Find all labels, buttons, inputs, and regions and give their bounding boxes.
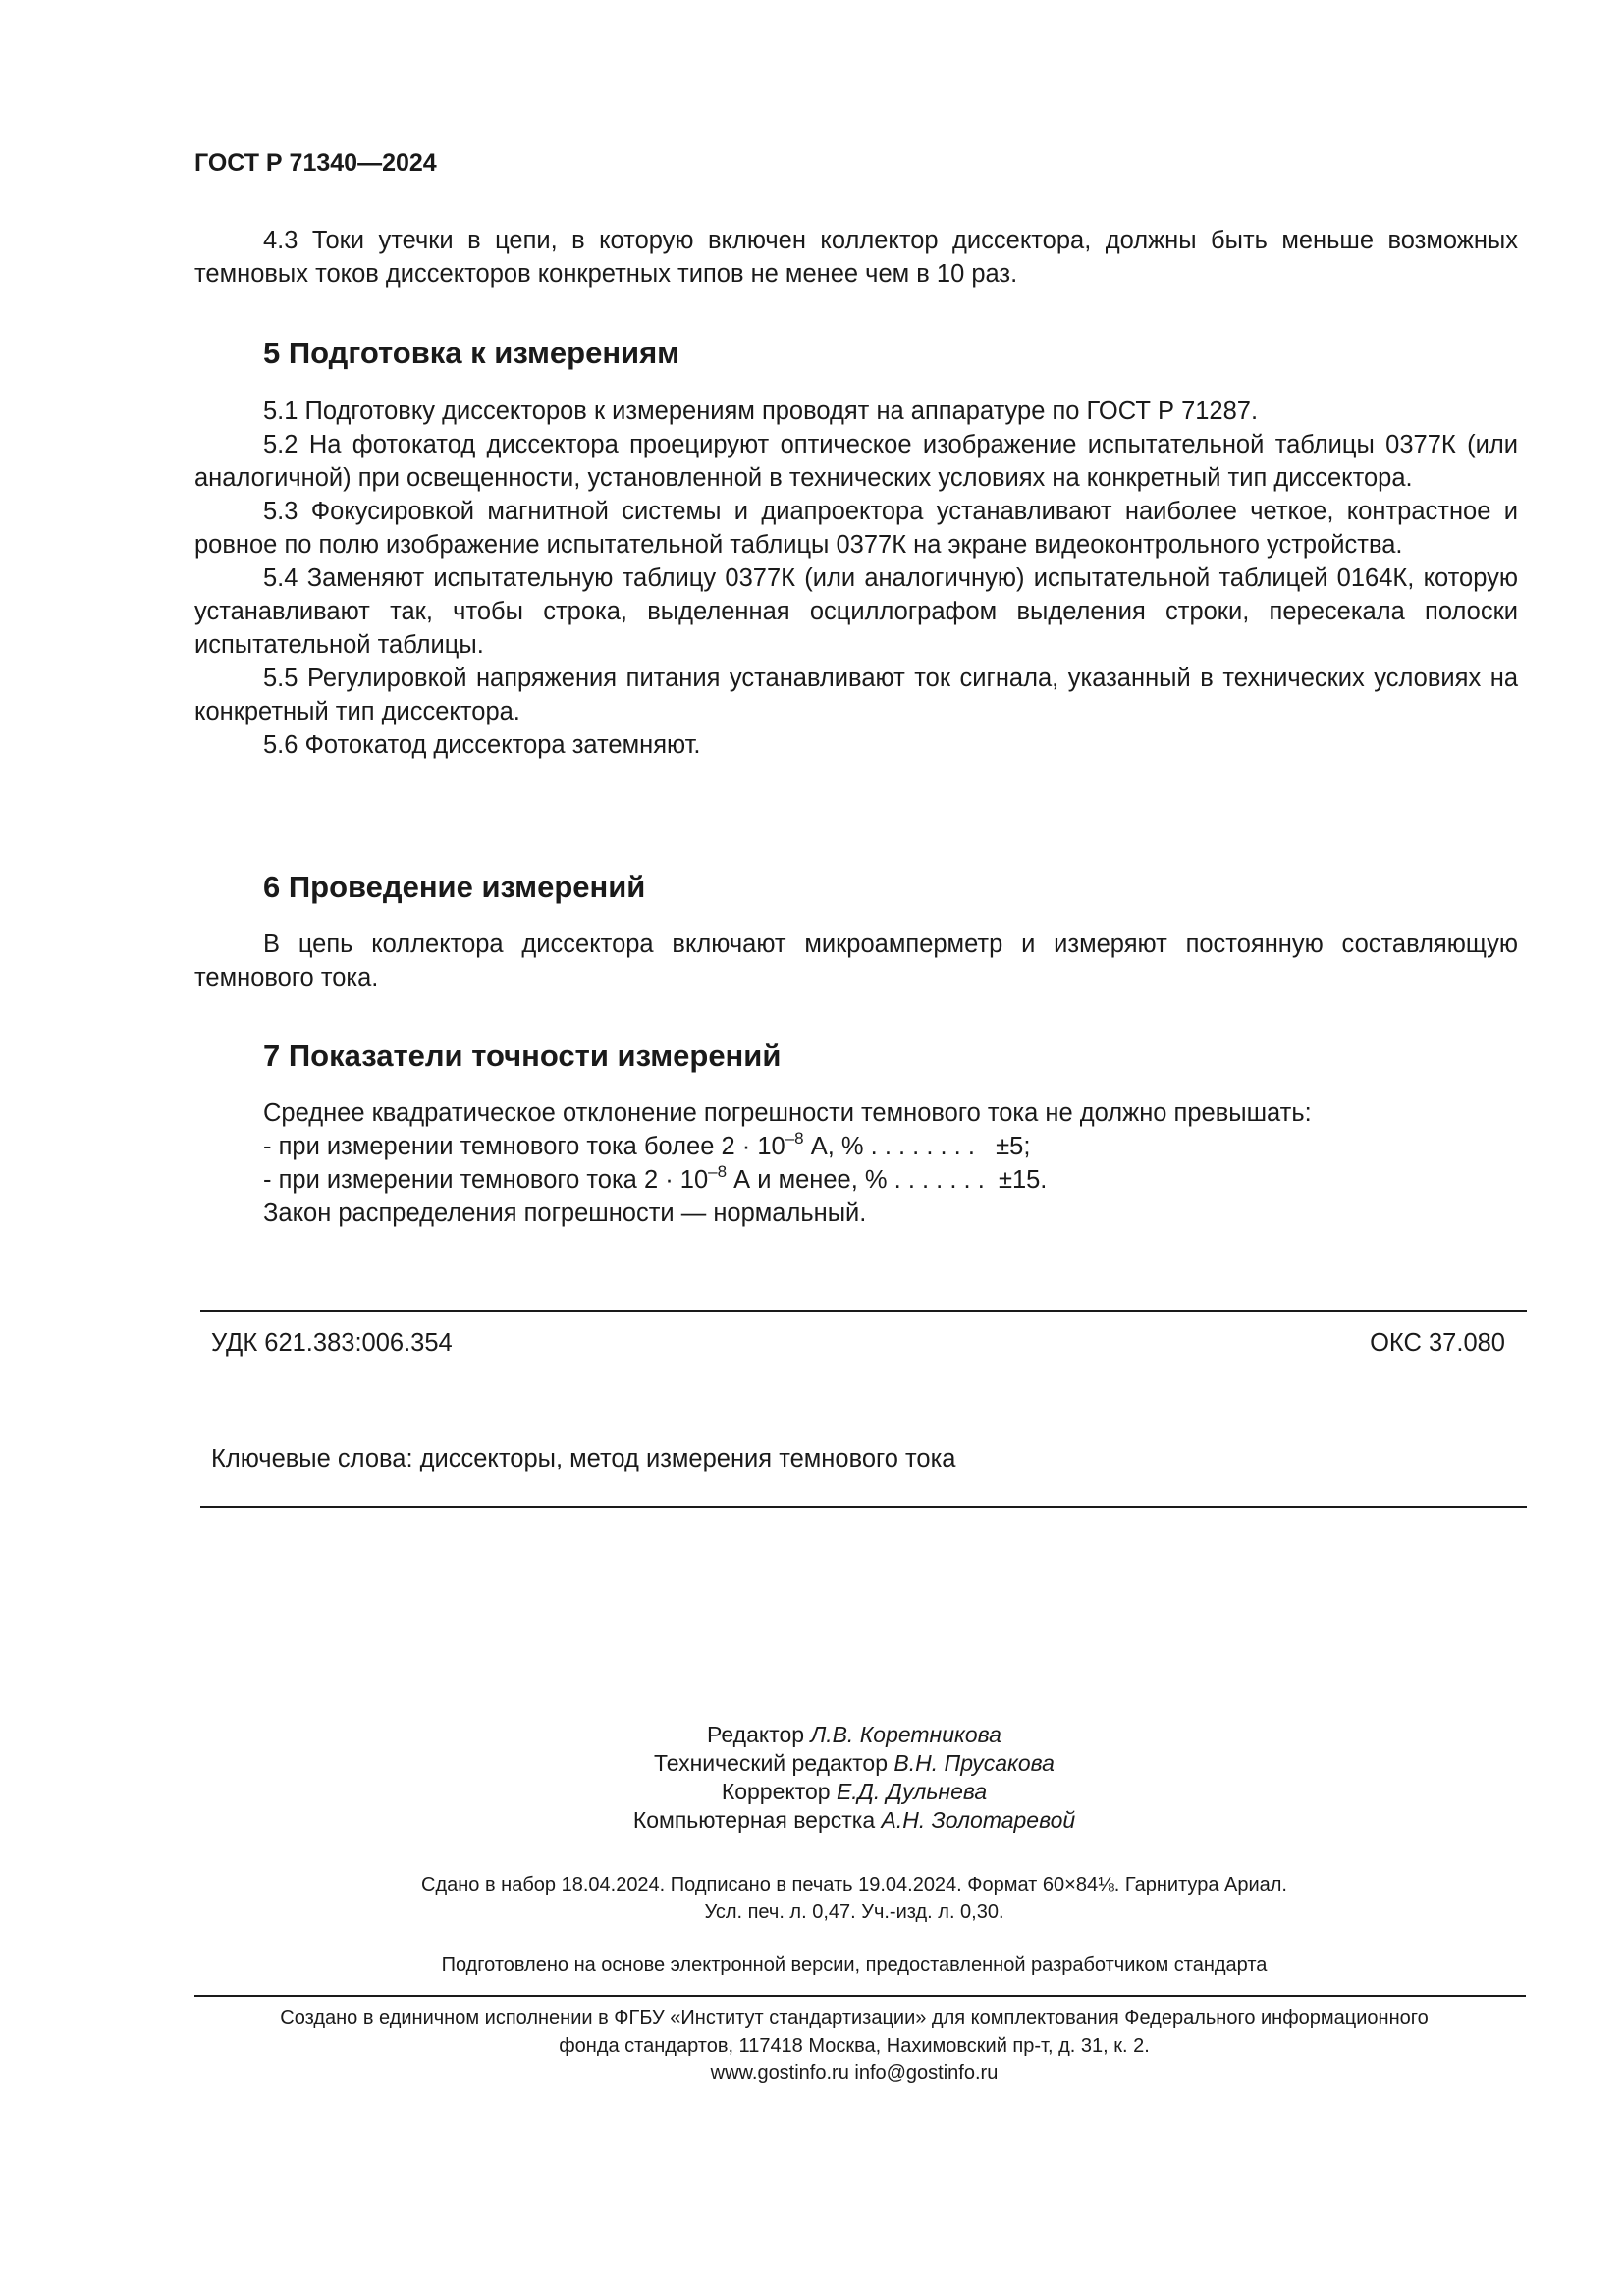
credit-layout xyxy=(0,1806,1624,1835)
credit-corrector-name: Е.Д. Дульнева xyxy=(836,1779,988,1804)
accuracy-item-1-text: - при измерении темнового тока более 2 · 10 xyxy=(263,1133,785,1160)
credit-editor-name: Л.В. Коретникова xyxy=(810,1722,1001,1747)
paragraph-5-5: 5.5 Регулировкой напряжения питания устанавливают ток сигнала, указанный в технических условиях на конкретный тип диссектора. xyxy=(194,665,1518,725)
accuracy-item-1 xyxy=(263,1130,1030,1163)
accuracy-item-2 xyxy=(263,1163,1047,1197)
imprint-line-6: www.gostinfo.ru info@gostinfo.ru xyxy=(710,2062,999,2084)
imprint-source-note xyxy=(0,1951,1624,1979)
accuracy-item-1-exponent: –8 xyxy=(785,1129,804,1148)
credits-block xyxy=(0,1721,1624,1835)
imprint-line-4: Создано в единичном исполнении в ФГБУ «Институт стандартизации» для комплектования Федерального информационного xyxy=(280,2007,1429,2029)
imprint-line-2: Усл. печ. л. 0,47. Уч.-изд. л. 0,30. xyxy=(704,1901,1004,1923)
paragraph-5-4: 5.4 Заменяют испытательную таблицу 0377К (или аналогичную) испытательной таблицей 0164К, которую устанавливают так, чтобы строка, выделенная осциллографом выделения строки, пересекала полоски испытательной таблицы. xyxy=(194,564,1518,659)
divider-top xyxy=(200,1310,1527,1312)
udc-code: УДК 621.383:006.354 xyxy=(211,1329,453,1357)
paragraph-6-1: В цепь коллектора диссектора включают микроамперметр и измеряют постоянную составляющую темнового тока. xyxy=(194,931,1518,991)
distribution-law: Закон распределения погрешности — нормальный. xyxy=(263,1200,867,1227)
accuracy-item-2-value: А и менее, % . . . . . . . ±15. xyxy=(727,1166,1048,1194)
accuracy-item-1-value: А, % . . . . . . . . ±5; xyxy=(803,1133,1031,1160)
accuracy-item-2-text: - при измерении темнового тока 2 · 10 xyxy=(263,1166,709,1194)
imprint-line-3: Подготовлено на основе электронной версии, предоставленной разработчиком стандарта xyxy=(441,1954,1268,1976)
credit-layout-role: Компьютерная верстка xyxy=(632,1807,882,1833)
credit-editor xyxy=(0,1721,1624,1749)
credit-corrector xyxy=(0,1778,1624,1806)
credit-tech-editor xyxy=(0,1749,1624,1778)
imprint-line-1: Сдано в набор 18.04.2024. Подписано в печать 19.04.2024. Формат 60×84⅛. Гарнитура Ариал. xyxy=(421,1874,1287,1896)
credit-layout-name: А.Н. Золотаревой xyxy=(881,1807,1076,1833)
imprint-line-5: фонда стандартов, 117418 Москва, Нахимовский пр-т, д. 31, к. 2. xyxy=(559,2035,1150,2056)
imprint-print-data xyxy=(0,1871,1624,1926)
paragraph-5-2: 5.2 На фотокатод диссектора проецируют оптическое изображение испытательной таблицы 0377К (или аналогичной) при освещенности, установленной в технических условиях на конкретный тип диссектора. xyxy=(194,431,1518,492)
divider-bottom xyxy=(200,1506,1527,1508)
credit-tech-editor-role: Технический редактор xyxy=(654,1750,894,1776)
paragraph-4-3: 4.3 Токи утечки в цепи, в которую включен коллектор диссектора, должны быть меньше возможных темновых токов диссекторов конкретных типов не менее чем в 10 раз. xyxy=(194,227,1518,288)
section-5-title: 5 Подготовка к измерениям xyxy=(263,336,680,370)
section-6-title: 6 Проведение измерений xyxy=(263,870,646,904)
credit-corrector-role: Корректор xyxy=(721,1779,837,1804)
imprint-publisher xyxy=(0,2004,1624,2087)
keywords-line: Ключевые слова: диссекторы, метод измерения темнового тока xyxy=(211,1445,956,1472)
section-7-intro: Среднее квадратическое отклонение погрешности темнового тока не должно превышать: xyxy=(263,1099,1312,1127)
paragraph-5-6: 5.6 Фотокатод диссектора затемняют. xyxy=(263,731,701,759)
credit-tech-editor-name: В.Н. Прусакова xyxy=(893,1750,1055,1776)
section-6-body xyxy=(194,928,1518,994)
section-4-body xyxy=(194,224,1518,291)
accuracy-item-2-exponent: –8 xyxy=(708,1162,728,1181)
oks-code: ОКС 37.080 xyxy=(1370,1329,1505,1357)
imprint-divider xyxy=(194,1995,1526,1997)
document-id-header: ГОСТ Р 71340—2024 xyxy=(194,149,437,177)
paragraph-5-1: 5.1 Подготовку диссекторов к измерениям проводят на аппаратуре по ГОСТ Р 71287. xyxy=(263,398,1259,425)
paragraph-5-3: 5.3 Фокусировкой магнитной системы и диапроектора устанавливают наиболее четкое, контрастное и ровное по полю изображение испытательной таблицы 0377К на экране видеоконтрольного устройства. xyxy=(194,498,1518,559)
section-5-body xyxy=(194,395,1518,762)
section-7-title: 7 Показатели точности измерений xyxy=(263,1039,782,1073)
credit-editor-role: Редактор xyxy=(707,1722,811,1747)
